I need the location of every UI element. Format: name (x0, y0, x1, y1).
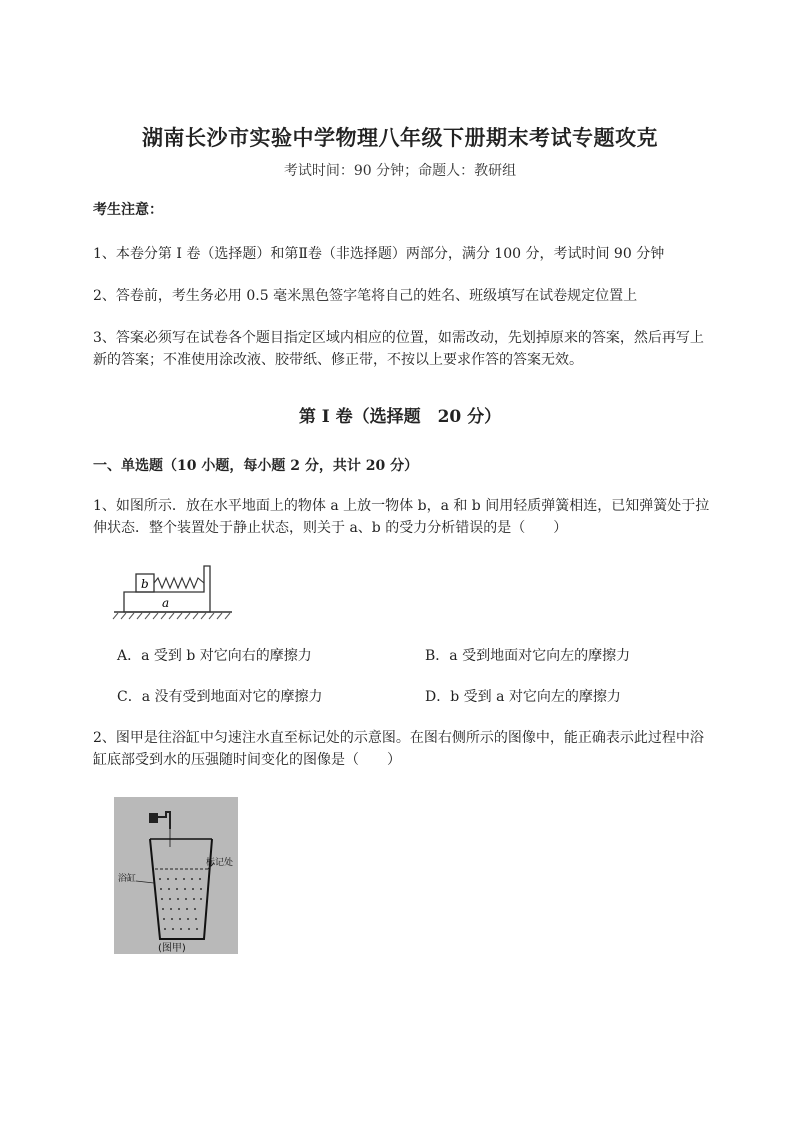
option-a[interactable]: A．a 受到 b 对它向右的摩擦力 (117, 648, 312, 664)
section-title: 第 I 卷（选择题 20 分） (298, 407, 502, 427)
spring (154, 578, 204, 588)
notice-item-2: 2、答卷前，考生务必用 0.5 毫米黑色签字笔将自己的姓名、班级填写在试卷规定位置上 (93, 288, 638, 304)
ground-hatching (113, 613, 230, 619)
question-1-text: 1、如图所示．放在水平地面上的物体 a 上放一物体 b，a 和 b 间用轻质弹簧相连，已知弹簧处于拉伸状态．整个装置处于静止状态，则关于 a、b 的受力分析错误的是（ ） (93, 498, 710, 536)
exam-meta: 考试时间：90 分钟；命题人：教研组 (283, 163, 517, 179)
water-dots (159, 878, 202, 930)
label-tub: 浴缸 (118, 874, 137, 884)
tub-outline (150, 839, 212, 939)
spring-blocks-figure (112, 562, 236, 620)
label-figure: (图甲) (158, 943, 186, 954)
option-d[interactable]: D．b 受到 a 对它向左的摩擦力 (425, 689, 621, 705)
label-a: a (162, 596, 170, 610)
question-2-text: 2、图甲是往浴缸中匀速注水直至标记处的示意图。在图右侧所示的图像中，能正确表示此过程中浴缸底部受到水的压强随时间变化的图像是（ ） (93, 730, 704, 768)
bathtub-figure (114, 797, 238, 954)
page-title: 湖南长沙市实验中学物理八年级下册期末考试专题攻克 (142, 125, 658, 150)
notice-heading: 考生注意： (93, 202, 163, 218)
notice-item-1: 1、本卷分第 I 卷（选择题）和第Ⅱ卷（非选择题）两部分，满分 100 分，考试时间 90 分钟 (93, 246, 665, 262)
label-b: b (141, 577, 149, 591)
option-c[interactable]: C．a 没有受到地面对它的摩擦力 (117, 689, 323, 705)
faucet-icon (149, 813, 158, 823)
notice-item-3: 3、答案必须写在试卷各个题目指定区域内相应的位置，如需改动，先划掉原来的答案，然后再写上新的答案；不准使用涂改液、胶带纸、修正带，不按以上要求作答的答案无效。 (93, 330, 704, 368)
section-subheading: 一、单选题（10 小题，每小题 2 分，共计 20 分） (93, 458, 419, 474)
option-b[interactable]: B．a 受到地面对它向左的摩擦力 (425, 648, 631, 664)
label-mark: 标记处 (206, 858, 234, 868)
